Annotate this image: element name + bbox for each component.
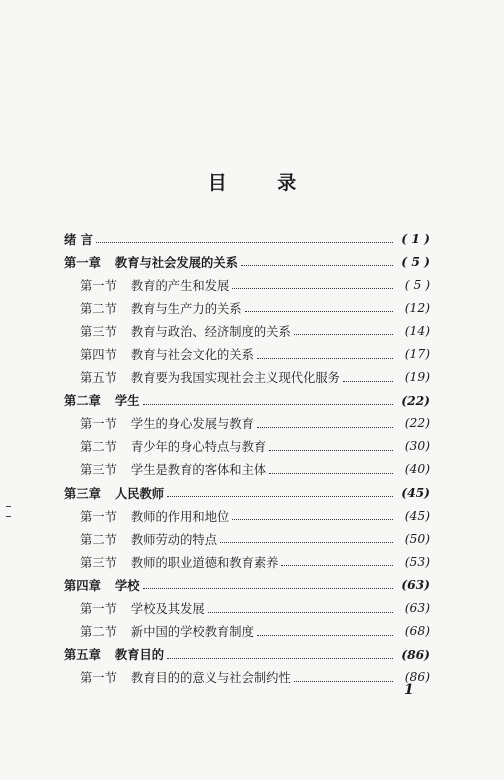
toc-section-row[interactable] — [64, 319, 430, 342]
toc-entry-number: 第一节 — [80, 417, 117, 432]
toc-chapter-row[interactable] — [64, 227, 430, 250]
toc-page-ref: (12) — [404, 300, 430, 315]
toc-entry-label — [80, 622, 254, 640]
toc-entry-number: 第二节 — [80, 301, 117, 316]
page-title: 目 录 — [207, 172, 319, 194]
toc-entry-label — [64, 484, 164, 502]
toc-entry-number: 第三章 — [64, 485, 101, 501]
toc-entry-label — [80, 599, 205, 617]
dot-leader — [343, 381, 393, 382]
dot-leader — [208, 612, 393, 613]
toc-page-ref: (45) — [401, 485, 430, 501]
toc-entry-label — [80, 530, 217, 548]
toc-entry-number: 第一章 — [64, 254, 101, 270]
toc-entry-label — [80, 276, 229, 294]
toc-entry-number: 第三节 — [80, 324, 117, 339]
toc-entry-label — [64, 230, 93, 248]
toc-page-ref: (68) — [404, 624, 430, 639]
toc-page-ref: (63) — [404, 601, 430, 616]
dot-leader — [294, 681, 393, 682]
toc-entry-title: 学校及其发展 — [130, 602, 205, 617]
toc-entry-number: 第五节 — [80, 371, 117, 386]
toc-entry-title: 教育与政治、经济制度的关系 — [130, 324, 291, 339]
toc-chapter-row[interactable] — [64, 250, 430, 273]
toc-chapter-row[interactable] — [64, 643, 430, 666]
toc-section-row[interactable] — [64, 435, 430, 458]
toc-chapter-row[interactable] — [64, 389, 430, 412]
dot-leader — [232, 288, 393, 289]
toc-entry-label — [80, 322, 291, 340]
toc-page-ref: (40) — [404, 462, 430, 477]
toc-page-ref: (22) — [404, 416, 430, 431]
toc-section-row[interactable] — [64, 296, 430, 319]
dot-leader — [281, 565, 393, 566]
toc-entry-number: 第三节 — [80, 463, 117, 478]
toc-page-ref: (45) — [404, 508, 430, 523]
toc-page-ref: ( 5 ) — [401, 254, 430, 270]
toc-section-row[interactable] — [64, 273, 430, 296]
toc-entry-title: 学校 — [114, 577, 140, 593]
toc-entry-number: 第二节 — [80, 440, 117, 455]
toc-page-ref: (86) — [404, 670, 430, 685]
toc-section-row[interactable] — [64, 342, 430, 365]
toc-entry-title: 教育与社会发展的关系 — [114, 254, 238, 270]
toc-section-row[interactable] — [64, 620, 430, 643]
toc-page-ref: (14) — [404, 323, 430, 338]
table-of-contents — [64, 227, 430, 689]
toc-entry-title: 教育的产生和发展 — [130, 278, 230, 293]
toc-entry-label — [80, 668, 291, 686]
toc-entry-label — [80, 437, 266, 455]
toc-entry-number: 第一节 — [80, 602, 117, 617]
toc-entry-number: 第五章 — [64, 647, 101, 663]
toc-entry-number: 第一节 — [80, 509, 117, 524]
toc-entry-number: 第二章 — [64, 393, 101, 409]
toc-entry-number: 第一节 — [80, 671, 117, 686]
toc-page-ref: (50) — [404, 531, 430, 546]
toc-section-row[interactable] — [64, 366, 430, 389]
toc-page-ref: (19) — [404, 370, 430, 385]
toc-page-ref: (86) — [401, 646, 430, 662]
toc-entry-label — [64, 391, 140, 409]
toc-page-ref: (30) — [404, 439, 430, 454]
toc-entry-title: 教育目的的意义与社会制约性 — [130, 671, 291, 686]
toc-entry-title: 教师的职业道德和教育素养 — [130, 555, 279, 570]
toc-entry-title: 教师劳动的特点 — [130, 532, 217, 547]
page-number: 1 — [404, 682, 414, 698]
dot-leader — [269, 473, 393, 474]
toc-section-row[interactable] — [64, 597, 430, 620]
toc-page-ref: (53) — [404, 554, 430, 569]
toc-page-ref: (63) — [401, 577, 430, 593]
toc-entry-label — [80, 368, 340, 386]
toc-entry-label — [80, 553, 278, 571]
toc-entry-title: 教育与生产力的关系 — [130, 301, 242, 316]
dot-leader — [167, 658, 393, 659]
toc-page-ref: (22) — [401, 392, 430, 408]
toc-section-row[interactable] — [64, 412, 430, 435]
dot-leader — [143, 404, 393, 405]
dot-leader — [220, 542, 393, 543]
toc-entry-title: 学生 — [114, 393, 140, 409]
toc-entry-label — [80, 299, 242, 317]
toc-entry-number: 第二节 — [80, 625, 117, 640]
toc-entry-number: 第一节 — [80, 278, 117, 293]
toc-entry-label — [64, 576, 140, 594]
toc-entry-label — [80, 460, 266, 478]
toc-entry-label — [80, 507, 229, 525]
toc-entry-title: 学生的身心发展与教育 — [130, 417, 254, 432]
dot-leader — [241, 265, 393, 266]
toc-entry-label — [64, 253, 238, 271]
toc-section-row[interactable] — [64, 458, 430, 481]
toc-entry-title: 新中国的学校教育制度 — [130, 625, 254, 640]
toc-entry-title: 教育与社会文化的关系 — [130, 348, 254, 363]
dot-leader — [245, 311, 393, 312]
toc-entry-title: 教育目的 — [114, 647, 165, 663]
toc-entry-title: 教师的作用和地位 — [130, 509, 230, 524]
dot-leader — [257, 427, 393, 428]
toc-entry-label — [80, 414, 254, 432]
toc-section-row[interactable] — [64, 550, 430, 573]
toc-entry-title: 学生是教育的客体和主体 — [130, 463, 267, 478]
toc-entry-label — [64, 645, 164, 663]
dot-leader — [257, 635, 393, 636]
toc-chapter-row[interactable] — [64, 481, 430, 504]
scan-mark — [6, 506, 11, 507]
dot-leader — [232, 519, 393, 520]
toc-section-row[interactable] — [64, 666, 430, 689]
dot-leader — [269, 450, 393, 451]
toc-page-ref: ( 5 ) — [404, 277, 430, 292]
dot-leader — [167, 496, 393, 497]
toc-page-ref: (17) — [404, 347, 430, 362]
scan-mark — [6, 516, 11, 517]
toc-entry-title: 教育要为我国实现社会主义现代化服务 — [130, 371, 340, 386]
dot-leader — [294, 334, 393, 335]
toc-entry-label — [80, 345, 254, 363]
toc-entry-number: 第三节 — [80, 555, 117, 570]
dot-leader — [257, 358, 393, 359]
toc-section-row[interactable] — [64, 504, 430, 527]
toc-entry-number: 第二节 — [80, 532, 117, 547]
dot-leader — [96, 242, 393, 243]
toc-chapter-row[interactable] — [64, 573, 430, 596]
toc-entry-title: 青少年的身心特点与教育 — [130, 440, 267, 455]
toc-entry-number: 第四节 — [80, 348, 117, 363]
toc-page-ref: ( 1 ) — [401, 231, 430, 247]
toc-entry-number: 绪 言 — [64, 231, 93, 247]
dot-leader — [143, 588, 393, 589]
toc-section-row[interactable] — [64, 527, 430, 550]
toc-entry-number: 第四章 — [64, 577, 101, 593]
toc-entry-title: 人民教师 — [114, 485, 165, 501]
